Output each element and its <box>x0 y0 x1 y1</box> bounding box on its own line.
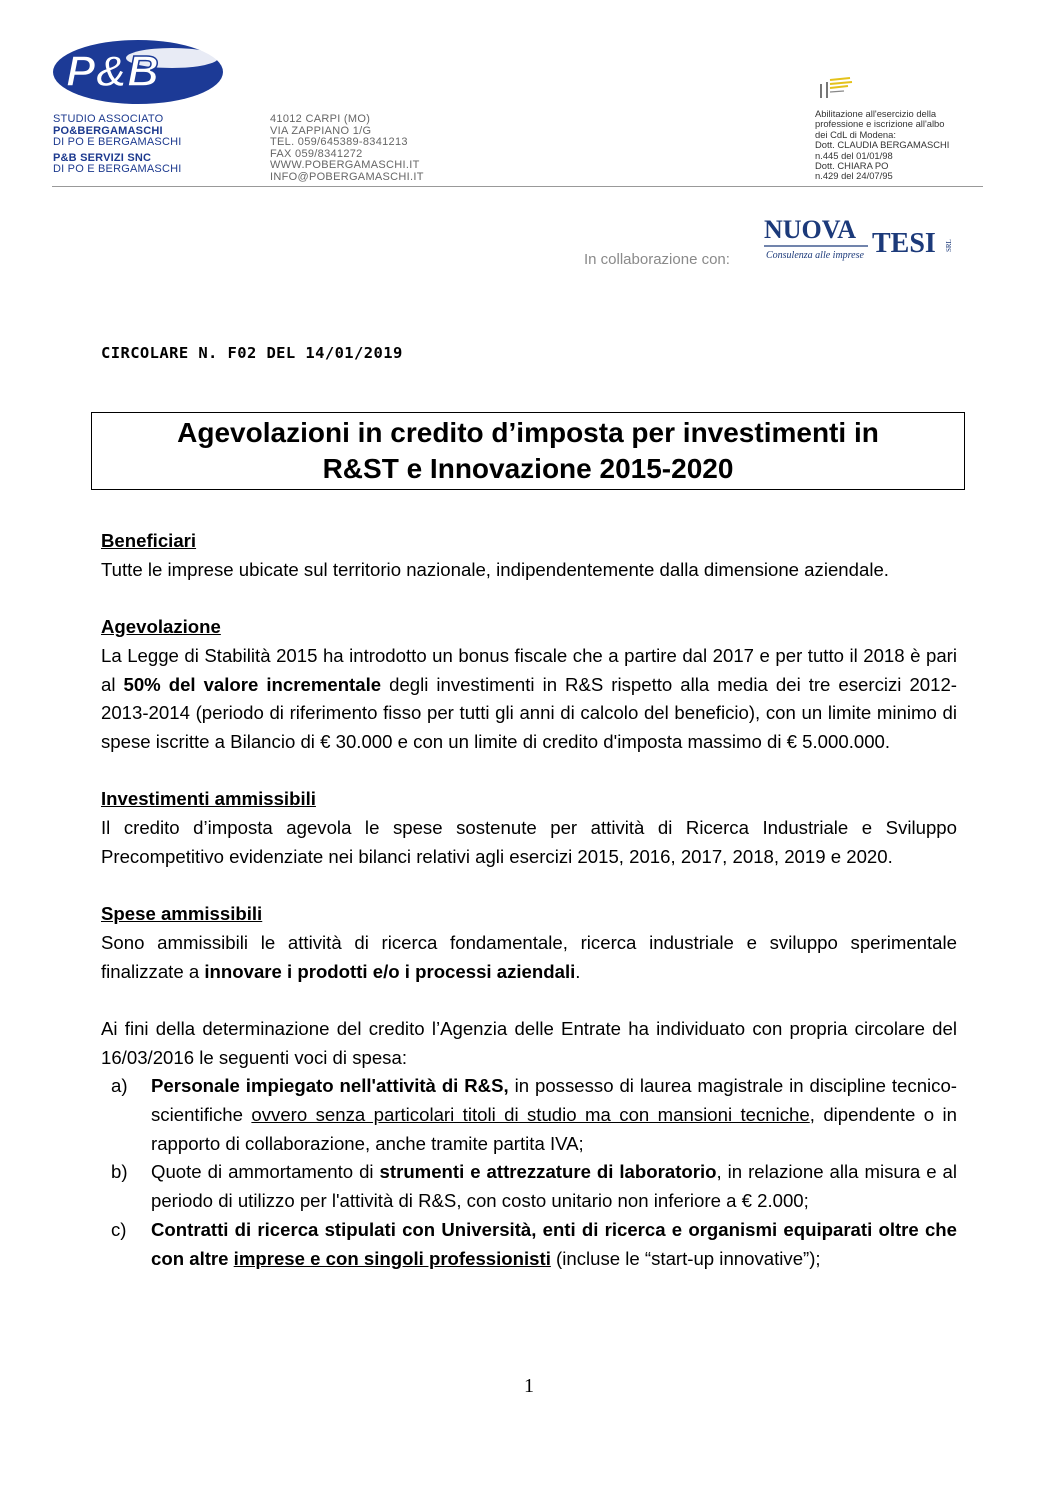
studio-line: STUDIO ASSOCIATO <box>53 113 164 125</box>
nuova-tesi-word2: TESI <box>872 228 936 259</box>
section-heading-spese: Spese ammissibili <box>101 903 263 925</box>
pb-logo-text: P&B <box>66 47 159 96</box>
section-heading-agevolazione: Agevolazione <box>101 616 221 638</box>
list-marker: b) <box>111 1161 128 1183</box>
address-block <box>270 114 424 183</box>
list-item-a: a) Personale impiegato nell'attività di R&S, in possesso di laurea magistrale in discipline tecnico-scientifiche ovvero senza particolari titoli di studio ma con mansioni tecniche, dipendente o in rapporto di collaborazione, anche tramite partita IVA; <box>101 1072 957 1158</box>
document-title-line2: R&ST e Innovazione 2015-2020 <box>322 453 734 484</box>
nuova-tesi-logo <box>764 214 956 264</box>
section-text-spese: Sono ammissibili le attività di ricerca fondamentale, ricerca industriale e sviluppo sperimentale finalizzate a innovare i prodotti e/o i processi aziendali. <box>101 931 957 982</box>
document-title-line1: Agevolazioni in credito d’imposta per investimenti in <box>177 417 879 448</box>
section-text-agevolazione: La Legge di Stabilità 2015 ha introdotto un bonus fiscale che a partire dal 2017 e per tutto il 2018 è pari al 50% del valore incrementale degli investimenti in R&S rispetto alla media dei tre esercizi 2012-2013-2014 (periodo di riferimento fisso per tutti gli anni di calcolo del beneficio), con un limite minimo di spese iscritte a Bilancio di € 30.000 e con un limite di credito d'imposta massimo di € 5.000.000. <box>101 644 958 752</box>
address-line: FAX 059/8341272 <box>270 147 363 160</box>
section-heading-investimenti: Investimenti ammissibili <box>101 788 316 810</box>
address-line: WWW.POBERGAMASCHI.IT <box>270 159 420 171</box>
abilitazione-line: dei CdL di Modena: <box>815 128 896 140</box>
studio-line: PO&BERGAMASCHI <box>53 124 163 137</box>
address-line: 41012 CARPI (MO) <box>270 113 371 125</box>
list-item-b: b) Quote di ammortamento di strumenti e attrezzature di laboratorio, in relazione alla misura e al periodo di utilizzo per l'attività di R&S, con costo unitario non inferiore a € 2.000; <box>101 1158 957 1215</box>
page-number: 1 <box>524 1375 534 1397</box>
abilitazione-line: n.445 del 01/01/98 <box>815 149 893 161</box>
nuova-tesi-tagline: Consulenza alle imprese <box>766 250 864 261</box>
abilitazione-line: Abilitazione all'esercizio della <box>815 108 937 119</box>
document-body <box>101 527 957 1273</box>
abilitazione-line: professione e iscrizione all'albo <box>815 118 945 130</box>
circular-title: CIRCOLARE N. F02 DEL 14/01/2019 <box>101 344 403 362</box>
section-heading-beneficiari: Beneficiari <box>101 530 197 551</box>
list-marker: a) <box>111 1075 128 1097</box>
nuova-tesi-suffix: SRL <box>945 239 953 252</box>
abilitazione-line: Dott. CHIARA PO <box>815 160 889 172</box>
header-divider <box>52 186 983 187</box>
abilitazione-line: Dott. CLAUDIA BERGAMASCHI <box>815 139 950 151</box>
collaboration-label: In collaborazione con: <box>584 251 730 268</box>
studio-name-block <box>53 114 182 176</box>
list-marker: c) <box>111 1218 127 1240</box>
studio-line: DI PO E BERGAMASCHI <box>53 163 182 175</box>
section-text-beneficiari: Tutte le imprese ubicate sul territorio nazionale, indipendentemente dalla dimensione aziendale. <box>101 558 889 580</box>
address-line: INFO@POBERGAMASCHI.IT <box>270 170 424 183</box>
list-item-c: c) Contratti di ricerca stipulati con Università, enti di ricerca e organismi equiparati oltre che con altre imprese e con singoli professionisti (incluse le “start-up innovative”); <box>101 1216 957 1273</box>
abilitazione-line: n.429 del 24/07/95 <box>815 170 893 182</box>
section-text-investimenti: Il credito d’imposta agevola le spese sostenute per attività di Ricerca Industriale e Sviluppo Precompetitivo evidenziate nei bilanci relativi agli esercizi 2015, 2016, 2017, 2018, 2019 e 2020. <box>101 817 957 867</box>
address-line: TEL. 059/645389-8341213 <box>270 136 408 148</box>
studio-line: P&B SERVIZI SNC <box>53 151 152 164</box>
studio-line: DI PO E BERGAMASCHI <box>53 136 182 148</box>
cdl-logo-icon <box>818 76 858 102</box>
pb-logo <box>52 38 224 106</box>
document-title-box <box>91 412 965 490</box>
abilitazione-block <box>815 109 949 182</box>
expense-intro: Ai fini della determinazione del credito l’Agenzia delle Entrate ha individuato con propria circolare del 16/03/2016 le seguenti voci di spesa: <box>101 1017 957 1068</box>
nuova-tesi-word1: NUOVA <box>764 215 856 244</box>
address-line: VIA ZAPPIANO 1/G <box>270 124 372 137</box>
